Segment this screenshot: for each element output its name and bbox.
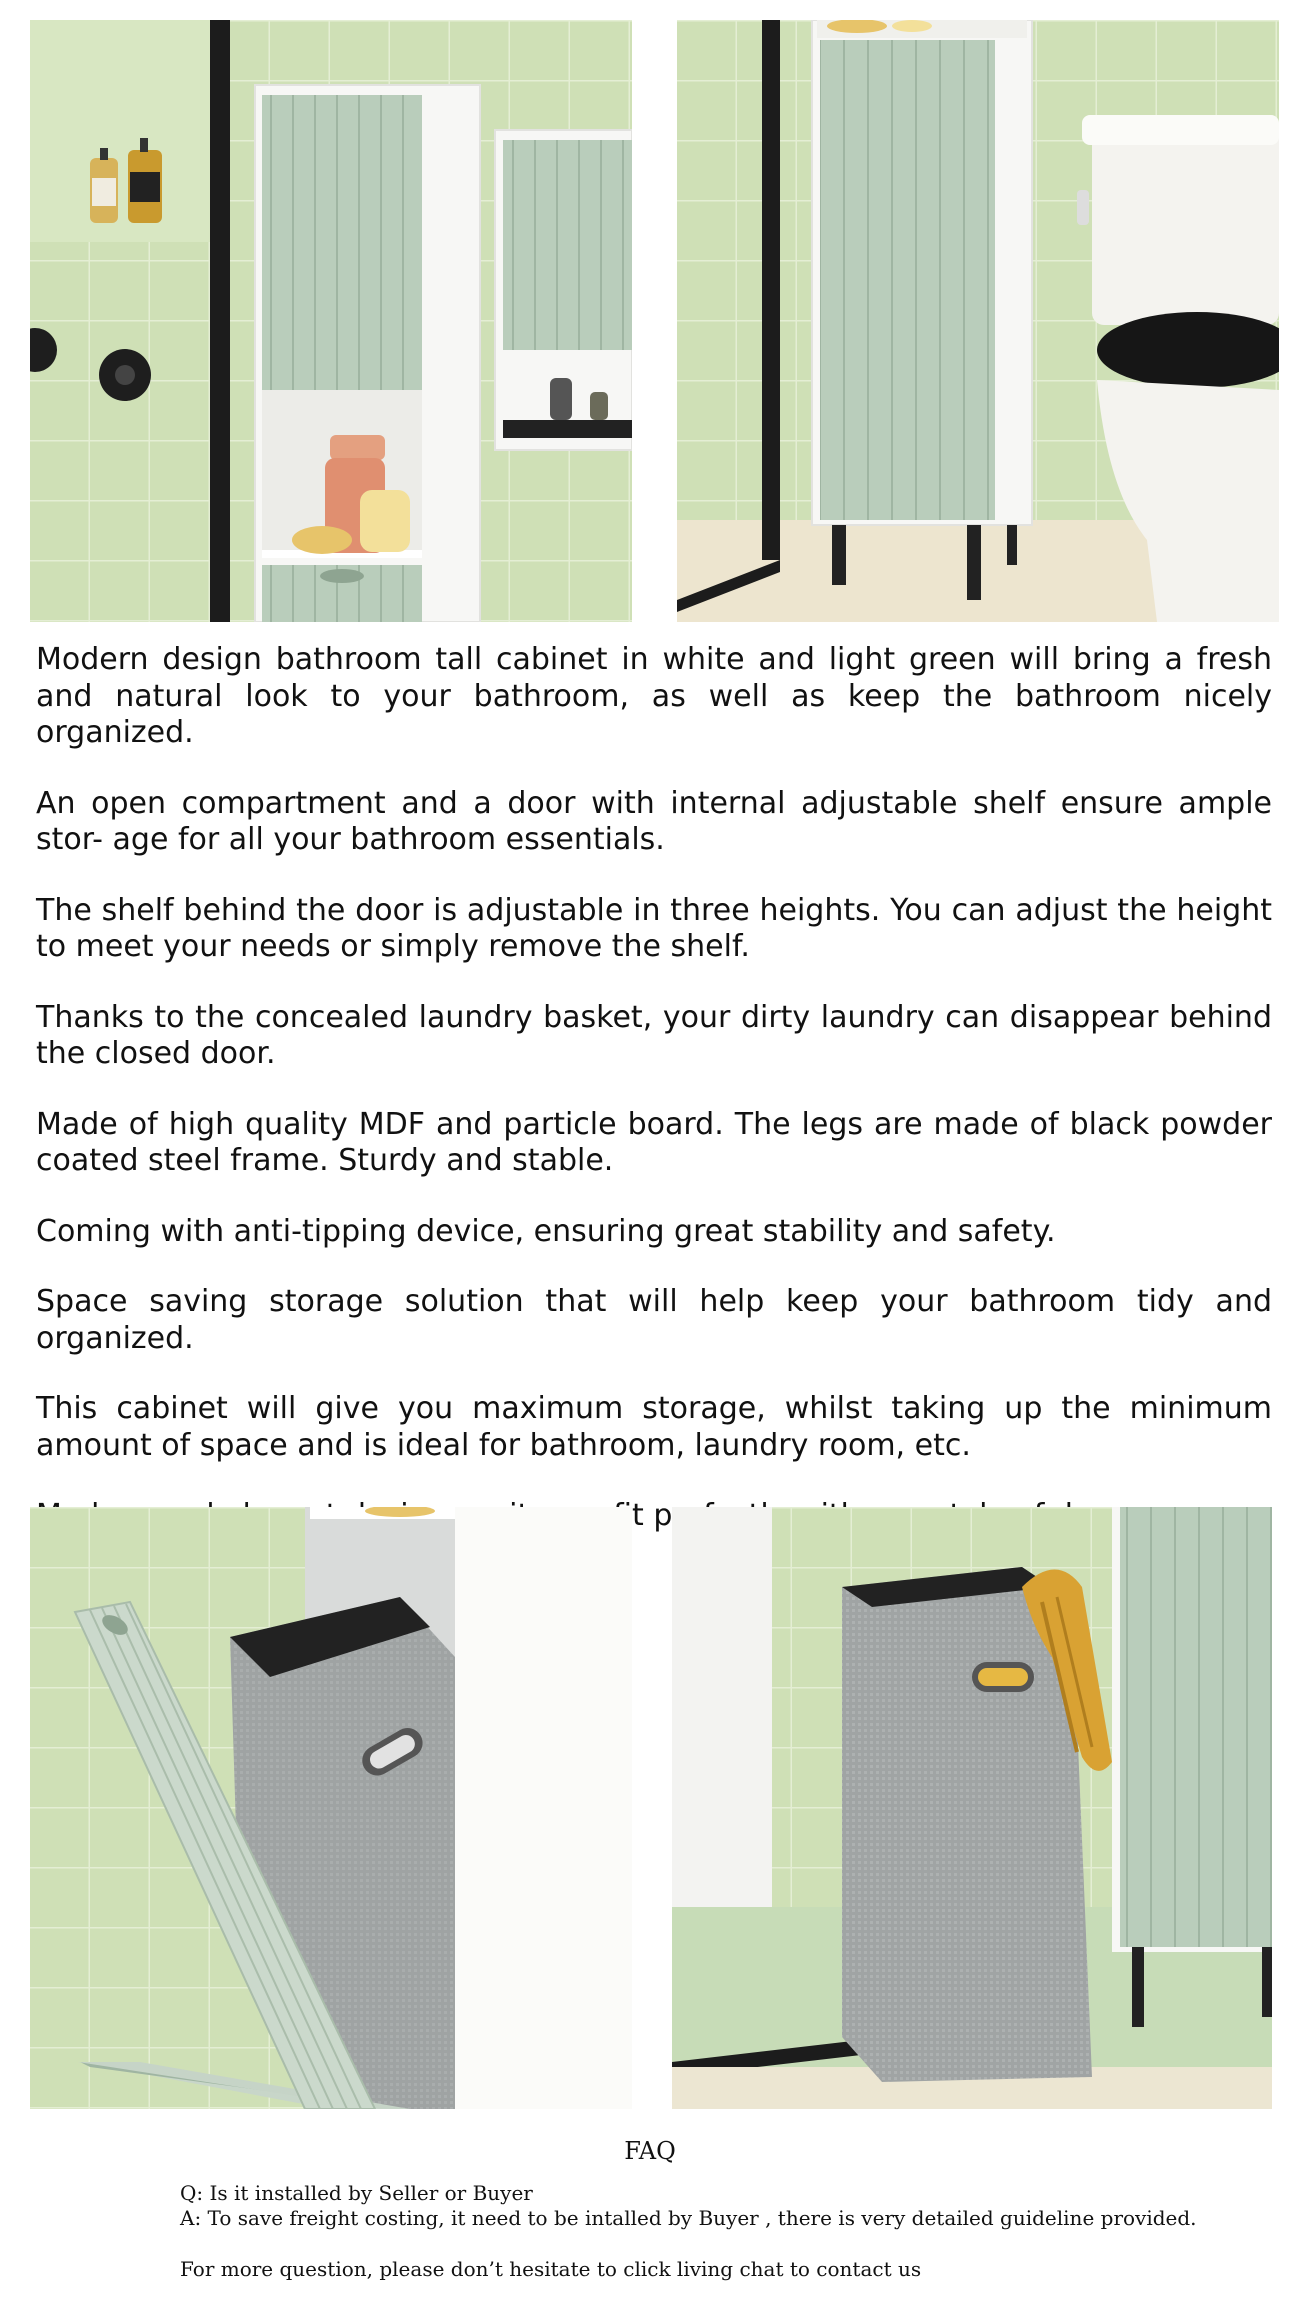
product-description — [36, 642, 1272, 1569]
faq-contact-note: For more question, please don’t hesitate to click living chat to contact us — [180, 2257, 922, 2281]
description-paragraph: Thanks to the concealed laundry basket, your dirty laundry can disappear behind the closed door. — [36, 999, 1272, 1071]
description-paragraph: The shelf behind the door is adjustable in three heights. You can adjust the height to meet your needs or simply remove the shelf. — [36, 892, 1272, 964]
description-paragraph: An open compartment and a door with internal adjustable shelf ensure ample stor- age for all your bathroom essentials. — [36, 785, 1272, 857]
product-photo-laundry-basket — [672, 1507, 1272, 2109]
description-paragraph: Coming with anti-tipping device, ensuring great stability and safety. — [36, 1213, 1056, 1249]
faq-question: Q: Is it installed by Seller or Buyer — [180, 2181, 533, 2205]
description-paragraph: Made of high quality MDF and particle board. The legs are made of black powder coated steel frame. Sturdy and stable. — [36, 1106, 1272, 1178]
product-photo-cabinet-beside-toilet — [677, 20, 1279, 622]
description-paragraph: Space saving storage solution that will help keep your bathroom tidy and organized. — [36, 1284, 1272, 1356]
description-paragraph: Modern design bathroom tall cabinet in white and light green will bring a fresh and natural look to your bathroom, as well as keep the bathroom nicely organized. — [36, 642, 1272, 750]
faq-title: FAQ — [624, 2137, 676, 2165]
description-paragraph: This cabinet will give you maximum storage, whilst taking up the minimum amount of space and is ideal for bathroom, laundry room, etc. — [36, 1391, 1272, 1463]
faq-section — [180, 2181, 1240, 2282]
faq-answer: A: To save freight costing, it need to be intalled by Buyer , there is very detailed guideline provided. — [180, 2206, 1197, 2230]
product-photo-cabinet-open-shelf — [30, 20, 632, 622]
product-photo-tilt-out-basket — [30, 1507, 632, 2109]
